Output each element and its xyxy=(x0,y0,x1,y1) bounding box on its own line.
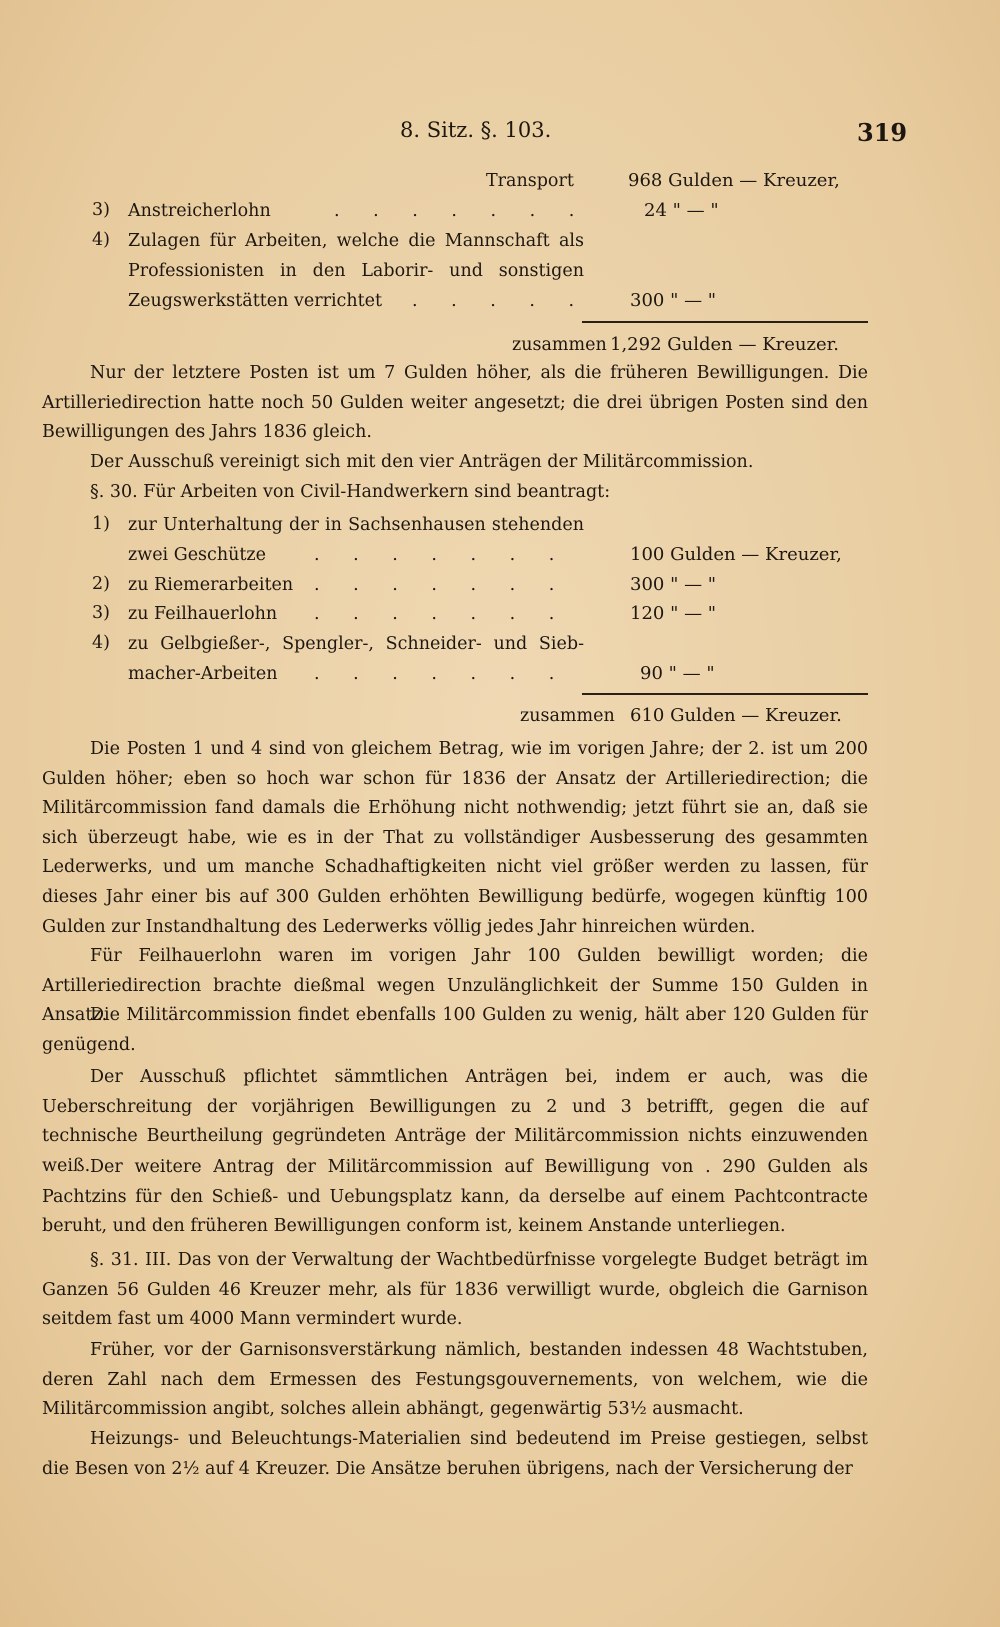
paragraph: Für Feilhauerlohn waren im vorigen Jahr 100 Gulden bewilligt worden; die Artilleriedirection brachte dießmal wegen Unzulänglichkeit der Summe 150 Gulden in Ansatz. xyxy=(42,946,868,1026)
item-number: 4) xyxy=(92,633,110,653)
item-amount: 100 Gulden — Kreuzer, xyxy=(630,544,842,565)
item-amount: 90 " — " xyxy=(640,663,715,684)
leader-dots: . . . . . . . xyxy=(314,664,569,684)
leader-dots: . . . . . . . xyxy=(314,545,569,565)
paragraph: Die Posten 1 und 4 sind von gleichem Betrag, wie im vorigen Jahre; der 2. ist um 200 Gulden höher; eben so hoch war schon für 1836 der Ansatz der Artilleriedirection; die Militärcommission fand damals die Erhöhung nicht nothwendig; jetzt führt sie an, daß sie sich überzeugt habe, wie es in der That zu vollständiger Ausbesserung des gesammten Lederwerks, und um manche Schadhaftigkeiten nicht viel größer werden zu lassen, für dieses Jahr einer bis auf 300 Gulden erhöhten Bewilligung bedürfe, wogegen künftig 100 Gulden zur Instandhaltung des Lederwerks völlig jedes Jahr hinreichen würden. xyxy=(42,739,868,937)
item-text: zur Unterhaltung der in Sachsenhausen stehenden xyxy=(128,515,584,535)
item-amount: 24 " — " xyxy=(644,200,719,221)
running-header: 8. Sitz. §. 103. xyxy=(400,118,552,142)
transport-label: Transport xyxy=(486,171,574,191)
total-label: zusammen xyxy=(512,335,607,355)
item-text: Professionisten in den Laborir- und sonstigen xyxy=(128,261,584,281)
item-text: Zeugswerkstätten verrichtet xyxy=(128,291,383,311)
total-amount: 610 Gulden — Kreuzer. xyxy=(630,705,842,726)
paragraph: Der weitere Antrag der Militärcommission auf Bewilligung von . 290 Gulden als Pachtzins für den Schieß- und Uebungsplatz kann, da derselbe auf einem Pachtcontracte beruht, und den früheren Bewilligungen conform ist, keinem Anstande unterliegen. xyxy=(42,1157,868,1237)
sum-rule xyxy=(582,321,868,323)
section-heading: §. 30. Für Arbeiten von Civil-Handwerkern sind beantragt: xyxy=(90,482,611,502)
item-text: zu Gelbgießer-, Spengler-, Schneider- und Sieb- xyxy=(128,634,584,654)
sum-rule xyxy=(582,693,868,695)
total-amount: 1,292 Gulden — Kreuzer. xyxy=(610,334,839,355)
leader-dots: . . . . . . . xyxy=(314,604,569,624)
transport-amount: 968 Gulden — Kreuzer, xyxy=(628,170,840,191)
paragraph: Die Militärcommission findet ebenfalls 100 Gulden zu wenig, hält aber 120 Gulden für genügend. xyxy=(42,1005,868,1055)
item-number: 3) xyxy=(92,200,110,220)
item-text: macher-Arbeiten xyxy=(128,664,278,684)
item-number: 3) xyxy=(92,603,110,623)
total-label: zusammen xyxy=(520,706,615,726)
paragraph: Nur der letztere Posten ist um 7 Gulden höher, als die früheren Bewilligungen. Die Artilleriedirection hatte noch 50 Gulden weiter angesetzt; die drei übrigen Posten sind den Bewilligungen des Jahrs 1836 gleich. xyxy=(42,363,868,443)
item-text: Zulagen für Arbeiten, welche die Mannschaft als xyxy=(128,231,584,251)
leader-dots: . . . . . xyxy=(412,291,589,311)
leader-dots: . . . . . . . xyxy=(334,201,589,221)
paragraph: Früher, vor der Garnisonsverstärkung nämlich, bestanden indessen 48 Wachtstuben, deren Zahl nach dem Ermessen des Festungsgouvernements, von welchem, wie die Militärcommission angibt, solches allein abhängt, gegenwärtig 53½ ausmacht. xyxy=(42,1340,868,1420)
item-number: 2) xyxy=(92,574,110,594)
item-amount: 300 " — " xyxy=(630,574,717,595)
leader-dots: . . . . . . . xyxy=(314,575,569,595)
item-text: Anstreicherlohn xyxy=(128,201,271,221)
item-text: zu Feilhauerlohn xyxy=(128,604,278,624)
paragraph: Der Ausschuß pflichtet sämmtlichen Anträgen bei, indem er auch, was die Ueberschreitung der vorjährigen Bewilligungen zu 2 und 3 betrifft, gegen die auf technische Beurtheilung gegründeten Anträge der Militärcommission nichts einzuwenden weiß. xyxy=(42,1067,868,1176)
paragraph: Der Ausschuß vereinigt sich mit den vier Anträgen der Militärcommission. xyxy=(90,452,754,472)
item-text: zwei Geschütze xyxy=(128,545,266,565)
paragraph: §. 31. III. Das von der Verwaltung der Wachtbedürfnisse vorgelegte Budget beträgt im Ganzen 56 Gulden 46 Kreuzer mehr, als für 1836 verwilligt wurde, obgleich die Garnison seitdem fast um 4000 Mann vermindert wurde. xyxy=(42,1250,868,1330)
item-text: zu Riemerarbeiten xyxy=(128,575,294,595)
item-amount: 120 " — " xyxy=(630,603,717,624)
item-number: 1) xyxy=(92,514,110,534)
item-number: 4) xyxy=(92,230,110,250)
page-number: 319 xyxy=(857,118,908,147)
item-amount: 300 " — " xyxy=(630,290,717,311)
paragraph: Heizungs- und Beleuchtungs-Materialien sind bedeutend im Preise gestiegen, selbst die Besen von 2½ auf 4 Kreuzer. Die Ansätze beruhen übrigens, nach der Versicherung der xyxy=(42,1429,868,1479)
